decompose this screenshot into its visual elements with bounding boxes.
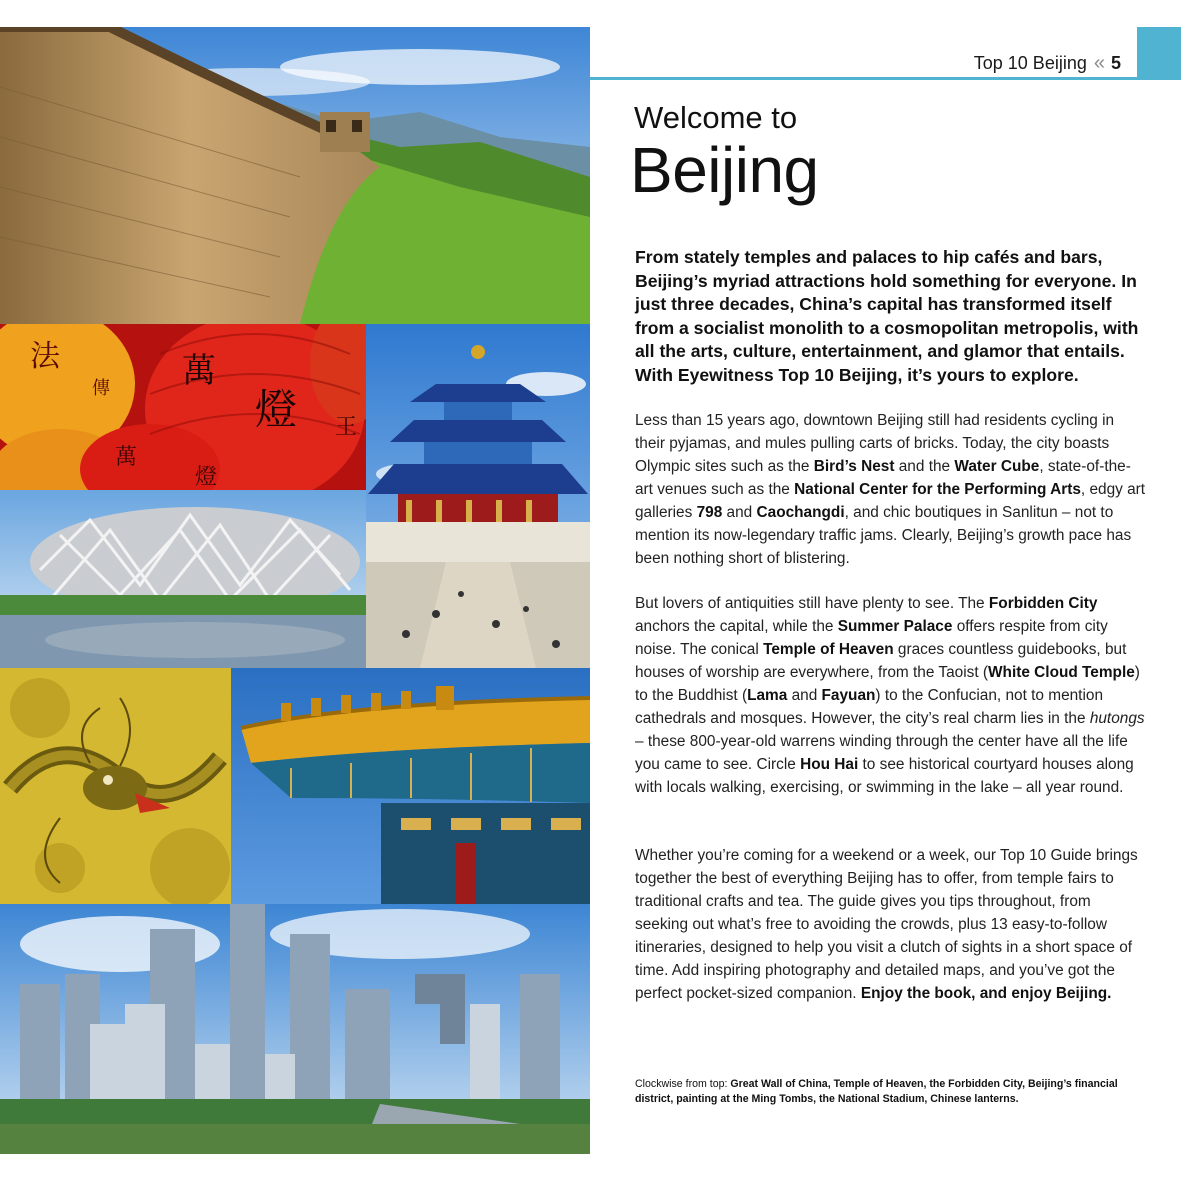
double-chevron-left-icon: « [1093, 52, 1104, 74]
text-run: Less than 15 years ago, downtown Beijing still had residents cycling in their pyjamas, and mules pulling carts of bricks. Today, the city boasts Olympic sites such as the [635, 412, 1115, 475]
text-run: But lovers of antiquities still have plenty to see. The [635, 595, 989, 612]
text-run: and the [894, 458, 955, 475]
great-wall-photo [0, 27, 590, 324]
text-run: graces countless guidebooks, but houses of worship are everywhere, from the Taoist ( [635, 641, 1127, 681]
body-paragraph-2 [635, 592, 1147, 799]
highlight-white-cloud-temple: White Cloud Temple [988, 664, 1135, 681]
highlight-forbidden-city: Forbidden City [988, 595, 1098, 612]
lantern-character: 燈 [195, 465, 218, 490]
text-run: and [722, 504, 757, 521]
forbidden-city-photo [231, 668, 590, 904]
header-rule [590, 77, 1181, 80]
body-paragraph-1 [635, 409, 1147, 570]
header-color-tab [1137, 27, 1181, 80]
text-run: and [787, 687, 822, 704]
text-run: – these 800-year-old warrens winding through the center have all the life you came to see. Circle [635, 733, 1128, 773]
text-run: anchors the capital, while the [635, 618, 838, 635]
text-run: , state-of-the-art venues such as the [635, 458, 1131, 498]
temple-of-heaven-photo [366, 324, 590, 668]
highlight-798: 798 [696, 504, 723, 521]
dragon-painting-photo [0, 668, 231, 904]
text-run: to see historical courtyard houses along with locals walking, exercising, or swimming in the lake – all year round. [635, 756, 1134, 796]
lantern-character: 傳 [92, 378, 110, 399]
body-paragraph-3 [635, 844, 1147, 1005]
text-run: , edgy art galleries [635, 481, 1146, 521]
page-title-line2: Beijing [630, 134, 819, 206]
intro-paragraph: From stately temples and palaces to hip cafés and bars, Beijing’s myriad attractions hold something for everyone. In just three decades, China’s capital has transformed itself from a socialist monolith to a cosmopolitan metropolis, with all the arts, culture, entertainment, and glamor that entails. With Eyewitness Top 10 Beijing, it’s yours to explore. [635, 247, 1139, 385]
running-head [974, 52, 1121, 75]
text-run: ) to the Buddhist ( [635, 664, 1140, 704]
highlight-lama: Lama [747, 687, 788, 704]
highlight-birds-nest: Bird’s Nest [813, 458, 895, 475]
lantern-character: 燈 [255, 385, 298, 434]
lantern-character: 法 [30, 339, 60, 374]
lantern-character: 萬 [115, 445, 138, 470]
page-title-line1: Welcome to [634, 100, 798, 135]
closing-line: Enjoy the book, and enjoy Beijing. [860, 985, 1112, 1002]
highlight-summer-palace: Summer Palace [837, 618, 953, 635]
lantern-character: 萬 [182, 351, 216, 391]
financial-district-photo [0, 904, 590, 1154]
national-stadium-photo [0, 490, 366, 668]
italic-hutongs: hutongs [1089, 710, 1145, 727]
running-title: Top 10 Beijing [973, 53, 1087, 73]
page-number: 5 [1110, 53, 1121, 73]
highlight-ncpa: National Center for the Performing Arts [794, 481, 1081, 498]
text-run: Whether you’re coming for a weekend or a week, our Top 10 Guide brings together the best of everything Beijing has to offer, from temple fairs to traditional crafts and tea. The guide gives you tips throughout, from seeking out what’s free to avoiding the crowds, plus 13 easy-to-follow itineraries, designed to help you visit a clutch of sights in a short space of time. Add inspiring photography and detailed maps, and you’ve got the perfect pocket-sized companion. [635, 847, 1138, 1002]
text-run: offers respite from city noise. The conical [635, 618, 1108, 658]
text-run: ) to the Confucian, not to mention cathedrals and mosques. However, the city’s real charm lies in the [635, 687, 1103, 727]
highlight-caochangdi: Caochangdi [756, 504, 845, 521]
highlight-fayuan: Fayuan [821, 687, 876, 704]
text-run: , and chic boutiques in Sanlitun – not to mention its now-legendary traffic jams. Clearly, Beijing’s growth pace has been nothing short of blistering. [635, 504, 1132, 567]
lantern-character: 王 [335, 415, 358, 440]
chinese-lanterns-photo [0, 324, 366, 490]
highlight-temple-of-heaven: Temple of Heaven [763, 641, 894, 658]
highlight-hou-hai: Hou Hai [800, 756, 859, 773]
caption-lead: Clockwise from top: [635, 1078, 731, 1090]
photo-caption [635, 1077, 1135, 1107]
caption-text: Great Wall of China, Temple of Heaven, the Forbidden City, Beijing’s financial district, painting at the Ming Tombs, the National Stadium, Chinese lanterns. [635, 1078, 1118, 1105]
highlight-water-cube: Water Cube [954, 458, 1040, 475]
